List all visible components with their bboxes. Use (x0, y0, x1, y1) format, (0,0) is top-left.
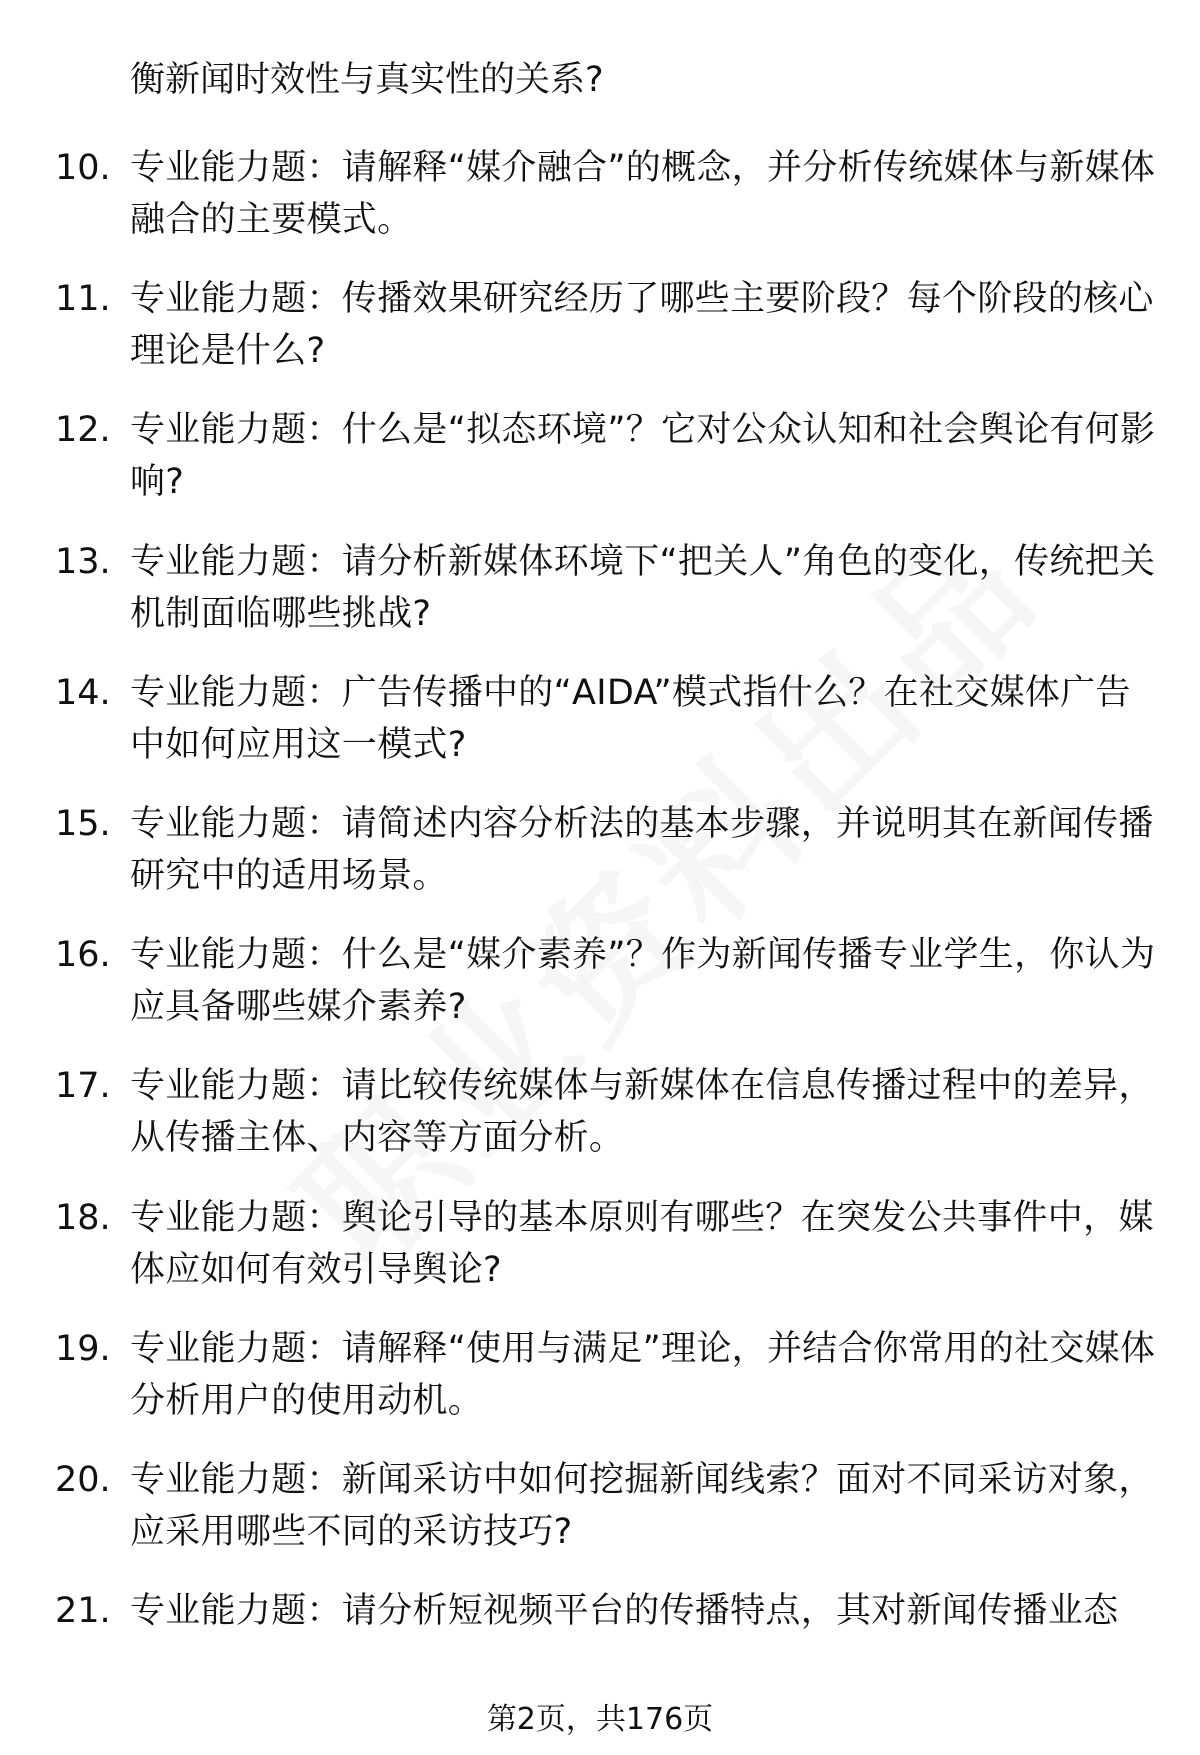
question-text: 专业能力题：什么是“媒介素养”？作为新闻传播专业学生，你认为应具备哪些媒介素养? (130, 935, 1156, 1028)
question-number: 18. (55, 1197, 111, 1238)
question-number: 15. (55, 803, 111, 844)
question-number: 12. (55, 410, 111, 451)
question-text: 专业能力题：请分析短视频平台的传播特点，其对新闻传播业态 (130, 1591, 1119, 1632)
question-item (0, 1192, 1200, 1323)
question-number: 19. (55, 1328, 111, 1369)
question-text: 专业能力题：请比较传统媒体与新媒体在信息传播过程中的差异，从传播主体、内容等方面分析。 (130, 1066, 1154, 1159)
question-text: 专业能力题：广告传播中的“AIDA”模式指什么？在社交媒体广告中如何应用这一模式? (130, 672, 1131, 765)
question-number: 10. (55, 148, 111, 188)
question-item (0, 142, 1200, 273)
question-list (0, 142, 1200, 1716)
question-item (0, 1585, 1200, 1716)
continued-question-text: 衡新闻时效性与真实性的关系? (130, 60, 604, 100)
question-text: 专业能力题：舆论引导的基本原则有哪些？在突发公共事件中，媒体应如何有效引导舆论? (130, 1197, 1154, 1290)
question-number: 21. (55, 1591, 111, 1632)
question-text: 专业能力题：请分析新媒体环境下“把关人”角色的变化，传统把关机制面临哪些挑战? (130, 541, 1156, 634)
question-text: 专业能力题：请简述内容分析法的基本步骤，并说明其在新闻传播研究中的适用场景。 (130, 803, 1154, 896)
question-text: 专业能力题：新闻采访中如何挖掘新闻线索？面对不同采访对象，应采用哪些不同的采访技巧? (130, 1459, 1154, 1552)
question-item (0, 273, 1200, 404)
question-number: 17. (55, 1066, 111, 1107)
question-item (0, 536, 1200, 667)
question-number: 11. (55, 279, 111, 320)
question-item (0, 798, 1200, 929)
page-footer: 第2页，共176页 (486, 1702, 714, 1737)
question-number: 20. (55, 1459, 111, 1500)
question-item (0, 1323, 1200, 1454)
question-text: 专业能力题：请解释“媒介融合”的概念，并分析传统媒体与新媒体融合的主要模式。 (130, 148, 1156, 240)
question-text: 专业能力题：什么是“拟态环境”？它对公众认知和社会舆论有何影响? (130, 410, 1156, 503)
question-item (0, 1060, 1200, 1191)
question-number: 14. (55, 672, 111, 713)
question-item (0, 1454, 1200, 1585)
question-text: 专业能力题：传播效果研究经历了哪些主要阶段？每个阶段的核心理论是什么? (130, 279, 1154, 372)
question-item (0, 667, 1200, 798)
question-item (0, 929, 1200, 1060)
question-number: 16. (55, 935, 111, 976)
question-item (0, 404, 1200, 535)
question-text: 专业能力题：请解释“使用与满足”理论，并结合你常用的社交媒体分析用户的使用动机。 (130, 1328, 1156, 1421)
question-number: 13. (55, 541, 111, 582)
